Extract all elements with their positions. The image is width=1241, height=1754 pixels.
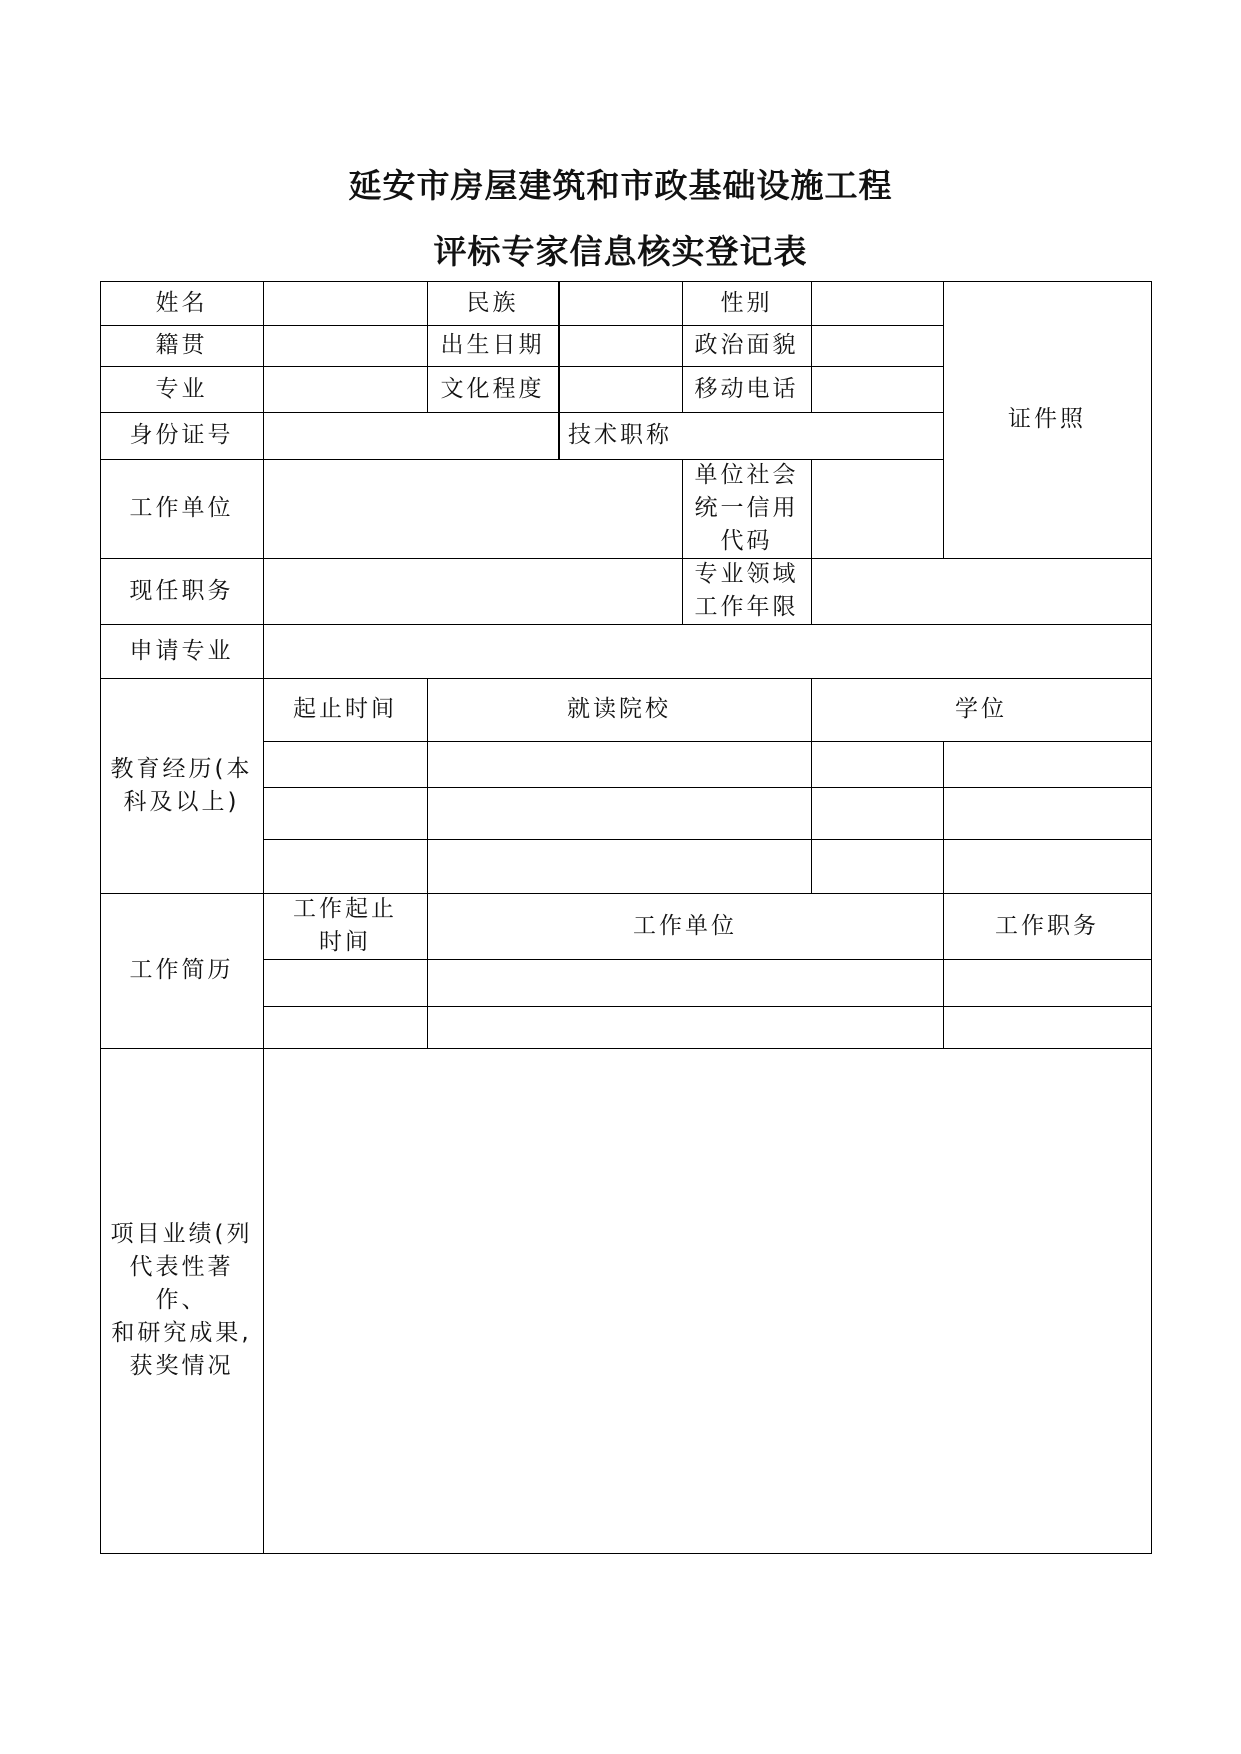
work-row-2-position[interactable] [944, 1007, 1151, 1048]
education-row-3-degree[interactable] [812, 840, 943, 893]
label-id-number: 身份证号 [129, 422, 234, 448]
label-gender: 性别 [720, 289, 773, 316]
gender-field[interactable] [812, 282, 943, 325]
current-position-field[interactable] [264, 559, 682, 624]
label-work-unit: 工作单位 [129, 495, 234, 521]
form-title-line1: 延安市房屋建筑和市政基础设施工程 [348, 166, 893, 205]
label-major: 专业 [155, 375, 208, 402]
mobile-phone-field[interactable] [812, 367, 943, 412]
id-number-field[interactable] [264, 413, 558, 459]
education-row-1-degree[interactable] [812, 742, 943, 787]
technical-title-field[interactable] [683, 413, 943, 459]
project-achievements-field[interactable] [264, 1049, 1151, 1553]
work-row-1-unit[interactable] [428, 960, 943, 1006]
education-header-period: 起止时间 [293, 696, 397, 722]
work-row-1-position[interactable] [944, 960, 1151, 1006]
label-field-years: 专业领域 工作年限 [694, 561, 799, 620]
education-header-school: 就读院校 [567, 696, 671, 722]
label-native-place: 籍贯 [155, 332, 208, 358]
work-header-position: 工作职务 [995, 912, 1099, 939]
table-border-bottom [100, 1553, 1152, 1554]
label-current-position: 现任职务 [129, 577, 234, 604]
work-row-1-period[interactable] [264, 960, 427, 1006]
work-unit-field[interactable] [264, 460, 682, 558]
label-mobile-phone: 移动电话 [694, 375, 799, 402]
label-applied-major: 申请专业 [129, 637, 234, 664]
birth-date-field[interactable] [560, 326, 682, 366]
major-field[interactable] [264, 367, 427, 412]
education-row-2-degree[interactable] [812, 788, 943, 839]
work-header-period: 工作起止 时间 [293, 896, 397, 955]
label-work-history: 工作简历 [129, 957, 234, 983]
education-row-3-period[interactable] [264, 840, 427, 893]
work-row-2-unit[interactable] [428, 1007, 943, 1048]
education-row-2-extra[interactable] [944, 788, 1151, 839]
label-birth-date: 出生日期 [440, 332, 545, 358]
label-ethnicity: 民族 [466, 289, 519, 316]
education-row-2-period[interactable] [264, 788, 427, 839]
table-border-right [1151, 281, 1152, 1554]
education-level-field[interactable] [560, 367, 682, 412]
field-years-field[interactable] [812, 559, 1151, 624]
credit-code-field[interactable] [812, 460, 943, 558]
name-field[interactable] [264, 282, 427, 325]
label-political-status: 政治面貌 [694, 332, 799, 358]
education-row-1-period[interactable] [264, 742, 427, 787]
label-photo: 证件照 [1008, 406, 1086, 432]
applied-major-field[interactable] [264, 625, 1151, 678]
label-name: 姓名 [155, 289, 208, 316]
label-technical-title: 技术职称 [568, 422, 672, 448]
form-title-line2: 评标专家信息核实登记表 [433, 232, 808, 271]
label-education-level: 文化程度 [440, 375, 545, 402]
label-education-history: 教育经历(本 科及以上) [110, 755, 253, 815]
political-status-field[interactable] [812, 326, 943, 366]
education-header-degree: 学位 [955, 696, 1007, 722]
education-row-1-extra[interactable] [944, 742, 1151, 787]
education-row-2-school[interactable] [428, 788, 811, 839]
ethnicity-field[interactable] [560, 282, 682, 325]
label-credit-code: 单位社会 统一信用 代码 [694, 462, 799, 554]
label-project-achievements: 项目业绩(列 代表性著作、 和研究成果, 获奖情况 [110, 1221, 253, 1379]
work-row-2-period[interactable] [264, 1007, 427, 1048]
native-place-field[interactable] [264, 326, 427, 366]
work-header-unit: 工作单位 [633, 912, 737, 939]
education-row-3-school[interactable] [428, 840, 811, 893]
education-row-1-school[interactable] [428, 742, 811, 787]
education-row-3-extra[interactable] [944, 840, 1151, 893]
